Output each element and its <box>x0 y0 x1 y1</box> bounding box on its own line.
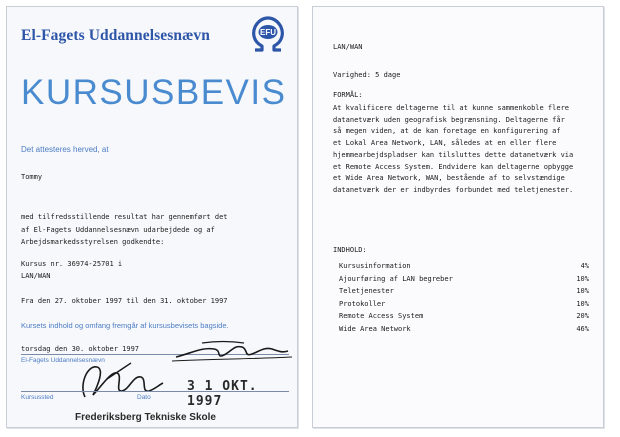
organization-name: El-Fagets Uddannelsesnævn <box>21 27 210 44</box>
content-item-name: Protokoller <box>339 299 386 308</box>
place-date-line <box>21 391 289 392</box>
table-row <box>339 285 589 298</box>
signature-label: El-Fagets Uddannelsesnævn <box>21 357 105 364</box>
back-side-note: Kursets indhold og omfang fremgår af kursusbevisets bagside. <box>21 321 229 330</box>
statement-line: Arbejdsmarkedsstyrelsen godkendte: <box>21 238 165 246</box>
content-item-percent: 10% <box>576 274 589 283</box>
table-row <box>339 260 589 273</box>
statement <box>21 211 228 249</box>
content-item-name: Kursusinformation <box>339 262 411 270</box>
content-item-percent: 46% <box>576 324 589 333</box>
purpose-line: datanetværk der er indbyrdes forbundet med teletjenester. <box>333 185 574 194</box>
purpose-line: så megen viden, at de kan foretage en konfigurering af <box>333 127 561 136</box>
statement-line: med tilfredsstillende resultat har gennemført det <box>21 213 228 221</box>
table-row <box>339 310 589 323</box>
table-row <box>339 323 589 336</box>
purpose-line: datanetværk uden geografisk begrænsning. Deltagerne får <box>333 115 565 124</box>
logo-text: EFU <box>260 28 276 37</box>
certificate-back <box>312 6 604 428</box>
course-title: LAN/WAN <box>333 43 363 51</box>
handwritten-signature <box>172 337 292 365</box>
attest-text: Det attesteres herved, at <box>21 145 109 154</box>
content-item-name: Wide Area Network <box>339 324 411 333</box>
content-item-percent: 10% <box>576 287 589 295</box>
content-item-percent: 20% <box>576 312 589 320</box>
statement-line: af El-Fagets Uddannelsesnævn udarbejdede og af <box>21 225 215 234</box>
duration: Varighed: 5 dage <box>333 71 401 79</box>
certificate-title: KURSUSBEVIS <box>21 73 287 112</box>
school-name: Frederiksberg Tekniske Skole <box>75 412 216 423</box>
purpose-line: et Wide Area Network, WAN, bestående af to selvstændige <box>333 174 565 183</box>
efu-omega-logo <box>247 15 289 55</box>
content-item-name: Ajourføring af LAN begreber <box>339 274 453 283</box>
place-label: Kursussted <box>21 394 54 401</box>
table-row <box>339 273 589 286</box>
course-name: LAN/WAN <box>21 272 51 280</box>
date-label: Dato <box>137 394 151 401</box>
table-row <box>339 298 589 311</box>
contents-table <box>339 260 589 335</box>
contents-heading: INDHOLD: <box>333 246 367 254</box>
purpose-line: hjemmearbejdspladser kan tilsluttes dette datanetværk via <box>333 150 574 159</box>
purpose-text <box>333 103 593 197</box>
purpose-heading: FORMÅL: <box>333 91 363 99</box>
course-period: Fra den 27. oktober 1997 til den 31. oktober 1997 <box>21 297 228 305</box>
purpose-line: et Remote Access System. Endvidere kan deltagerne opbygge <box>333 162 574 171</box>
content-item-percent: 4% <box>580 262 589 270</box>
course-number: Kursus nr. 36974-25701 i <box>21 260 123 268</box>
handwritten-initials <box>71 357 166 405</box>
certificate-front <box>6 6 298 428</box>
purpose-line: At kvalificere deltagerne til at kunne sammenkoble flere <box>333 104 570 112</box>
content-item-name: Teletjenester <box>339 287 394 295</box>
content-item-percent: 10% <box>576 299 589 308</box>
purpose-line: et Lokal Area Network, LAN, således at en eller flere <box>333 139 557 148</box>
content-item-name: Remote Access System <box>339 312 424 320</box>
date-stamp: 3 1 OKT. 1997 <box>187 379 258 409</box>
issue-date: torsdag den 30. oktober 1997 <box>21 345 140 353</box>
participant-name: Tommy <box>21 173 43 181</box>
